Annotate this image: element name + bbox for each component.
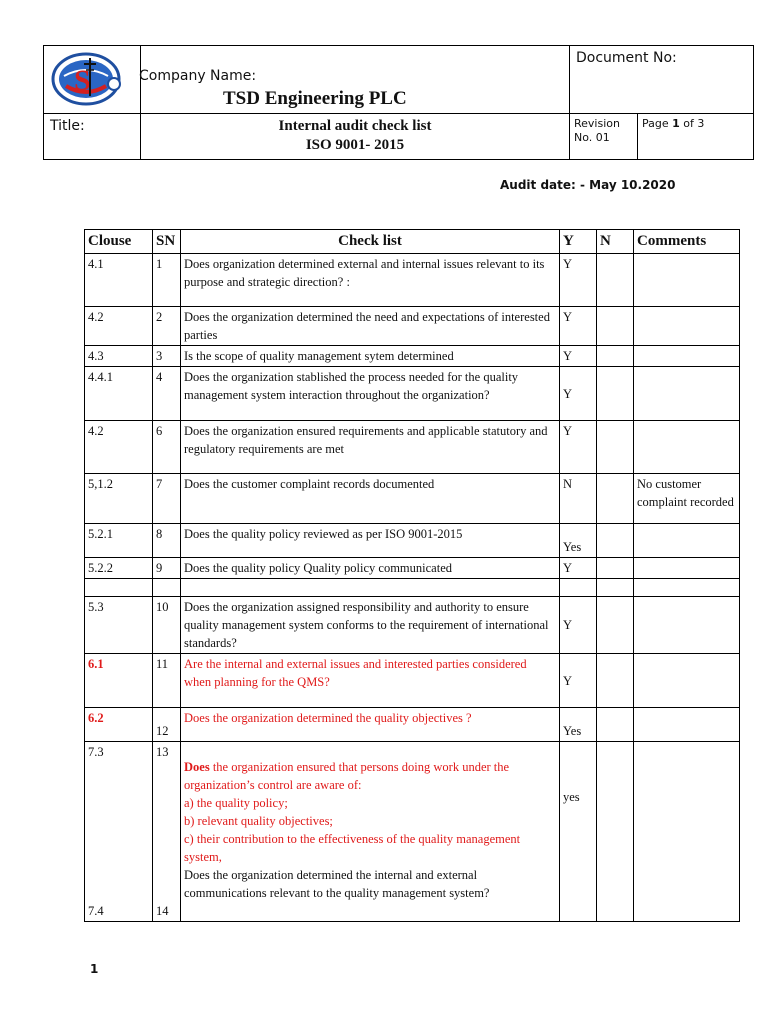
cell-clause: 5.2.2 — [85, 558, 153, 579]
cell-comment — [634, 421, 740, 474]
revision-line-1: Revision — [574, 117, 620, 130]
cell-y: Yes — [560, 708, 597, 742]
cell-check: Is the scope of quality management sytem determined — [181, 346, 560, 367]
cell-clause: 4.1 — [85, 254, 153, 307]
table-row — [85, 654, 740, 708]
cell-check: Does the organization ensured requirements and applicable statutory and regulatory requirements are met — [181, 421, 560, 474]
cell-clause: 4.4.1 — [85, 367, 153, 421]
document-no-cell — [570, 46, 754, 114]
cell-y: Yes — [560, 524, 597, 558]
cell-clause: 5,1.2 — [85, 474, 153, 524]
cell-n — [597, 367, 634, 421]
revision-cell — [570, 114, 638, 160]
cell-comment — [634, 367, 740, 421]
cell-check: Are the internal and external issues and interested parties considered when planning for the QMS? — [181, 654, 560, 708]
revision-line-2: No. 01 — [574, 131, 610, 144]
table-row — [85, 421, 740, 474]
cell-y: Y — [560, 367, 597, 421]
cell-y: Y — [560, 307, 597, 346]
company-label: Company Name: — [139, 68, 257, 84]
title-label-cell — [44, 114, 141, 160]
cell-clause: 4.3 — [85, 346, 153, 367]
page-cell — [638, 114, 754, 160]
cell-clause: 4.2 — [85, 421, 153, 474]
cell-y: Y — [560, 597, 597, 654]
page-suffix: of 3 — [679, 117, 705, 130]
document-header — [43, 45, 754, 160]
cell-n — [597, 558, 634, 579]
checklist-table — [84, 229, 740, 922]
cell-check — [181, 742, 560, 922]
check-communications: Does the organization determined the internal and external communications relevant to the quality management system? — [184, 868, 490, 900]
cell-n — [597, 524, 634, 558]
col-header-y: Y — [560, 230, 597, 254]
cell-comment — [634, 597, 740, 654]
cell-sn: 11 — [153, 654, 181, 708]
cell-comment — [634, 579, 740, 597]
cell-sn — [153, 579, 181, 597]
clause-top: 7.3 — [88, 745, 104, 759]
cell-comment — [634, 307, 740, 346]
cell-n — [597, 307, 634, 346]
cell-y: yes — [560, 742, 597, 922]
cell-clause: 6.2 — [85, 708, 153, 742]
cell-y: Y — [560, 558, 597, 579]
check-lead-rest: the organization ensured that persons doing work under the organization’s control are aware of: — [184, 760, 510, 792]
cell-n — [597, 742, 634, 922]
table-row-last — [85, 742, 740, 922]
cell-clause: 5.2.1 — [85, 524, 153, 558]
check-awareness — [184, 758, 556, 794]
cell-comment — [634, 524, 740, 558]
clause-bottom: 7.4 — [88, 904, 104, 918]
table-row — [85, 307, 740, 346]
check-item-b: b) relevant quality objectives; — [184, 814, 333, 828]
cell-y: Y — [560, 421, 597, 474]
cell-sn: 3 — [153, 346, 181, 367]
sn-bottom: 14 — [156, 904, 169, 918]
company-cell — [141, 46, 570, 114]
company-logo-icon — [44, 46, 139, 109]
cell-comment — [634, 346, 740, 367]
cell-n — [597, 597, 634, 654]
page-number: 1 — [90, 962, 99, 976]
cell-sn: 8 — [153, 524, 181, 558]
cell-sn: 6 — [153, 421, 181, 474]
cell-comment — [634, 708, 740, 742]
cell-y: N — [560, 474, 597, 524]
check-item-a: a) the quality policy; — [184, 796, 288, 810]
col-header-comments: Comments — [634, 230, 740, 254]
cell-check: Does the quality policy reviewed as per ISO 9001-2015 — [181, 524, 560, 558]
table-row — [85, 708, 740, 742]
cell-n — [597, 421, 634, 474]
cell-y: Y — [560, 654, 597, 708]
cell-check: Does the organization determined the quality objectives ? — [181, 708, 560, 742]
cell-sn: 9 — [153, 558, 181, 579]
cell-n — [597, 474, 634, 524]
page-prefix: Page — [642, 117, 673, 130]
cell-check — [181, 579, 560, 597]
logo-cell — [44, 46, 141, 114]
audit-date: Audit date: - May 10.2020 — [500, 178, 676, 192]
cell-n — [597, 708, 634, 742]
sn-top: 13 — [156, 745, 169, 759]
cell-n — [597, 346, 634, 367]
cell-comment — [634, 742, 740, 922]
title-line-1: Internal audit check list — [278, 118, 432, 134]
cell-clause — [85, 742, 153, 922]
table-row — [85, 597, 740, 654]
title-line-2: ISO 9001- 2015 — [305, 137, 405, 153]
company-name: TSD Engineering PLC — [223, 88, 407, 109]
table-row — [85, 524, 740, 558]
cell-check: Does the organization determined the need and expectations of interested parties — [181, 307, 560, 346]
check-item-c: c) their contribution to the effectiveness of the quality management system, — [184, 832, 521, 864]
cell-n — [597, 654, 634, 708]
cell-clause: 4.2 — [85, 307, 153, 346]
cell-clause — [85, 579, 153, 597]
page-current: 1 — [672, 117, 680, 130]
col-header-clause: Clouse — [85, 230, 153, 254]
cell-check: Does the quality policy Quality policy communicated — [181, 558, 560, 579]
cell-check: Does the organization stablished the process needed for the quality management system interaction throughout the organization? — [181, 367, 560, 421]
cell-sn: 10 — [153, 597, 181, 654]
cell-check: Does the customer complaint records documented — [181, 474, 560, 524]
document-no-label: Document No: — [576, 50, 677, 66]
col-header-n: N — [597, 230, 634, 254]
cell-clause: 5.3 — [85, 597, 153, 654]
cell-sn: 1 — [153, 254, 181, 307]
cell-y — [560, 579, 597, 597]
table-row — [85, 558, 740, 579]
cell-n — [597, 579, 634, 597]
cell-check: Does the organization assigned responsibility and authority to ensure quality management system conforms to the requirement of international standards? — [181, 597, 560, 654]
svg-text:S: S — [74, 64, 91, 97]
table-row — [85, 367, 740, 421]
cell-comment: No customer complaint recorded — [634, 474, 740, 524]
cell-clause: 6.1 — [85, 654, 153, 708]
cell-y: Y — [560, 254, 597, 307]
table-header-row — [85, 230, 740, 254]
title-cell — [141, 114, 570, 160]
check-lead-bold: Does — [184, 760, 210, 774]
col-header-sn: SN — [153, 230, 181, 254]
cell-sn: 2 — [153, 307, 181, 346]
cell-sn: 12 — [153, 708, 181, 742]
cell-comment — [634, 654, 740, 708]
table-row — [85, 346, 740, 367]
table-row-empty — [85, 579, 740, 597]
cell-comment — [634, 558, 740, 579]
cell-sn — [153, 742, 181, 922]
cell-n — [597, 254, 634, 307]
cell-sn: 7 — [153, 474, 181, 524]
cell-y: Y — [560, 346, 597, 367]
cell-check: Does organization determined external and internal issues relevant to its purpose and strategic direction? : — [181, 254, 560, 307]
cell-sn: 4 — [153, 367, 181, 421]
cell-comment — [634, 254, 740, 307]
table-row — [85, 474, 740, 524]
title-label: Title: — [50, 118, 85, 134]
col-header-checklist: Check list — [181, 230, 560, 254]
table-row — [85, 254, 740, 307]
